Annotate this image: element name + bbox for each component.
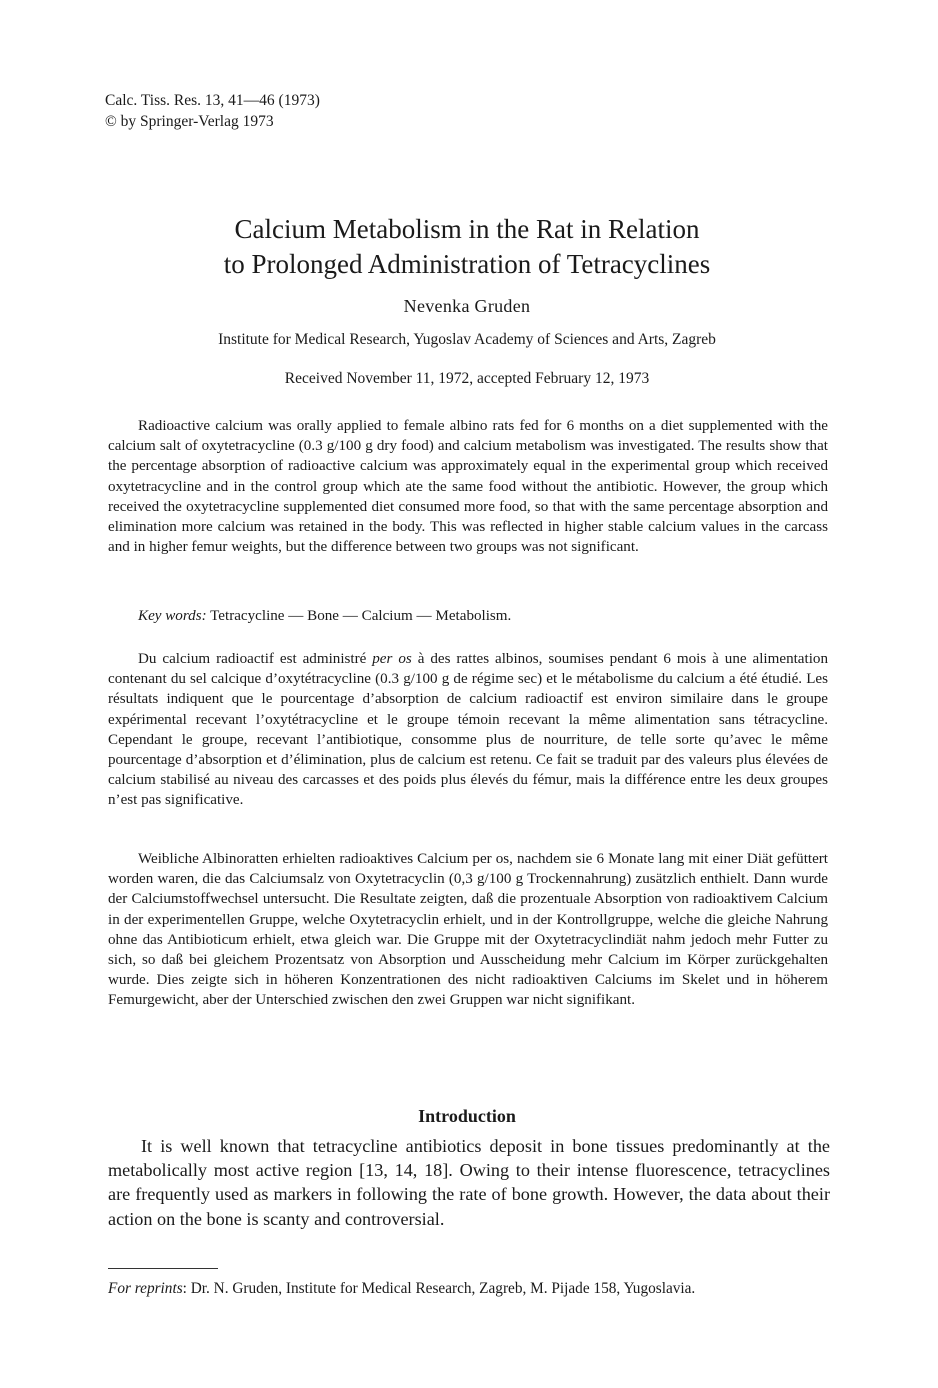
article-title bbox=[105, 212, 829, 282]
title-line-1: Calcium Metabolism in the Rat in Relation bbox=[234, 214, 700, 244]
keywords-text: Tetracycline — Bone — Calcium — Metabolism. bbox=[210, 608, 512, 624]
author-affiliation: Institute for Medical Research, Yugoslav Academy of Sciences and Arts, Zagreb bbox=[218, 331, 716, 348]
abstract-french-part1: Du calcium radioactif est administré bbox=[138, 651, 373, 667]
abstract-english: Radioactive calcium was orally applied to female albino rats fed for 6 months on a diet supplemented with the calcium salt of oxytetracycline (0.3 g/100 g dry food) and calcium metabolism was investigated. The results show that the percentage absorption of radioactive calcium was approximately equal in the experimental group which received oxytetracycline and in the control group which ate the same food without the antibiotic. However, the group which received the oxytetracycline supplemented diet consumed more food, so that with the same percentage absorption and elimination more calcium was retained in the body. This was reflected in higher stable calcium values in the carcass and in higher femur weights, but the difference between two groups was not significant. bbox=[108, 418, 828, 556]
abstract-french-part2: à des rattes albinos, soumises pendant 6 mois à une alimentation contenant du sel calcique d’oxytétracycline (0.3 g/100 g de régime sec) et le métabolisme du calcium a été étudié. Les résultats indiquent que le pourcentage d’absorption de calcium radioactif est environ similaire dans le groupe expérimental recevant l’oxytétracycline et le groupe témoin recevant la même alimentation sans tétracycline. Cependant le groupe, recevant l’antibiotique, consomme plus de nourriture, de telle sorte qu’avec le même pourcentage d’absorption et d’élimination, plus de calcium est retenu. Ce fait se traduit par des valeurs plus élevées de calcium stabilisé au niveau des carcasses et des poids plus élevés du fémur, mais la différence entre les deux groupes n’est pas significative. bbox=[108, 651, 828, 809]
received-dates: Received November 11, 1972, accepted February 12, 1973 bbox=[284, 370, 650, 387]
author-name: Nevenka Gruden bbox=[403, 296, 531, 316]
footnote-reprints bbox=[108, 1280, 832, 1298]
abstract-french bbox=[108, 649, 828, 811]
abstract-german: Weibliche Albinoratten erhielten radioaktives Calcium per os, nachdem sie 6 Monate lang mit einer Diät gefüttert worden waren, die das Calciumsalz von Oxytetracyclin (0,3 g/100 g Trockennahrung) zusätzlich enthielt. Dann wurde der Calciumstoffwechsel untersucht. Die Resultate zeigten, daß die prozentuale Absorption von radioaktivem Calcium in der experimentellen Gruppe, welche Oxytetracyclin erhielt, und in der Kontrollgruppe, welche die gleiche Nahrung ohne das Antibioticum erhielt, etwa gleich war. Die Gruppe mit der Oxytetracyclindiät nahm jedoch mehr Futter zu sich, so daß bei gleichem Prozentsatz von Absorption und Ausscheidung mehr Calcium im Körper zurückgehalten wurde. Dies zeigte sich in höheren Konzentrationen des nicht radioaktiven Calciums im Skelet und in höherem Femurgewicht, aber der Unterschied zwischen den zwei Gruppen war nicht signifikant. bbox=[108, 851, 828, 1009]
section-heading-introduction: Introduction bbox=[418, 1106, 516, 1126]
footnote-text: : Dr. N. Gruden, Institute for Medical Research, Zagreb, M. Pijade 158, Yugoslavia. bbox=[182, 1280, 696, 1297]
footnote-divider bbox=[108, 1268, 218, 1269]
footnote-label: For reprints bbox=[108, 1280, 183, 1297]
journal-header bbox=[105, 90, 320, 132]
abstract-french-italic: per os bbox=[372, 651, 412, 667]
title-line-2: to Prolonged Administration of Tetracyclines bbox=[223, 249, 711, 279]
introduction-paragraph: It is well known that tetracycline antibiotics deposit in bone tissues predominantly at the metabolically most active region [13, 14, 18]. Owing to their intense fluorescence, tetracyclines are frequently used as markers in following the rate of bone growth. However, the data about their action on the bone is scanty and controversial. bbox=[108, 1136, 830, 1229]
keywords bbox=[138, 608, 511, 625]
copyright-line: © by Springer-Verlag 1973 bbox=[105, 113, 274, 130]
journal-citation: Calc. Tiss. Res. 13, 41—46 (1973) bbox=[105, 92, 320, 109]
keywords-label: Key words: bbox=[138, 608, 207, 624]
